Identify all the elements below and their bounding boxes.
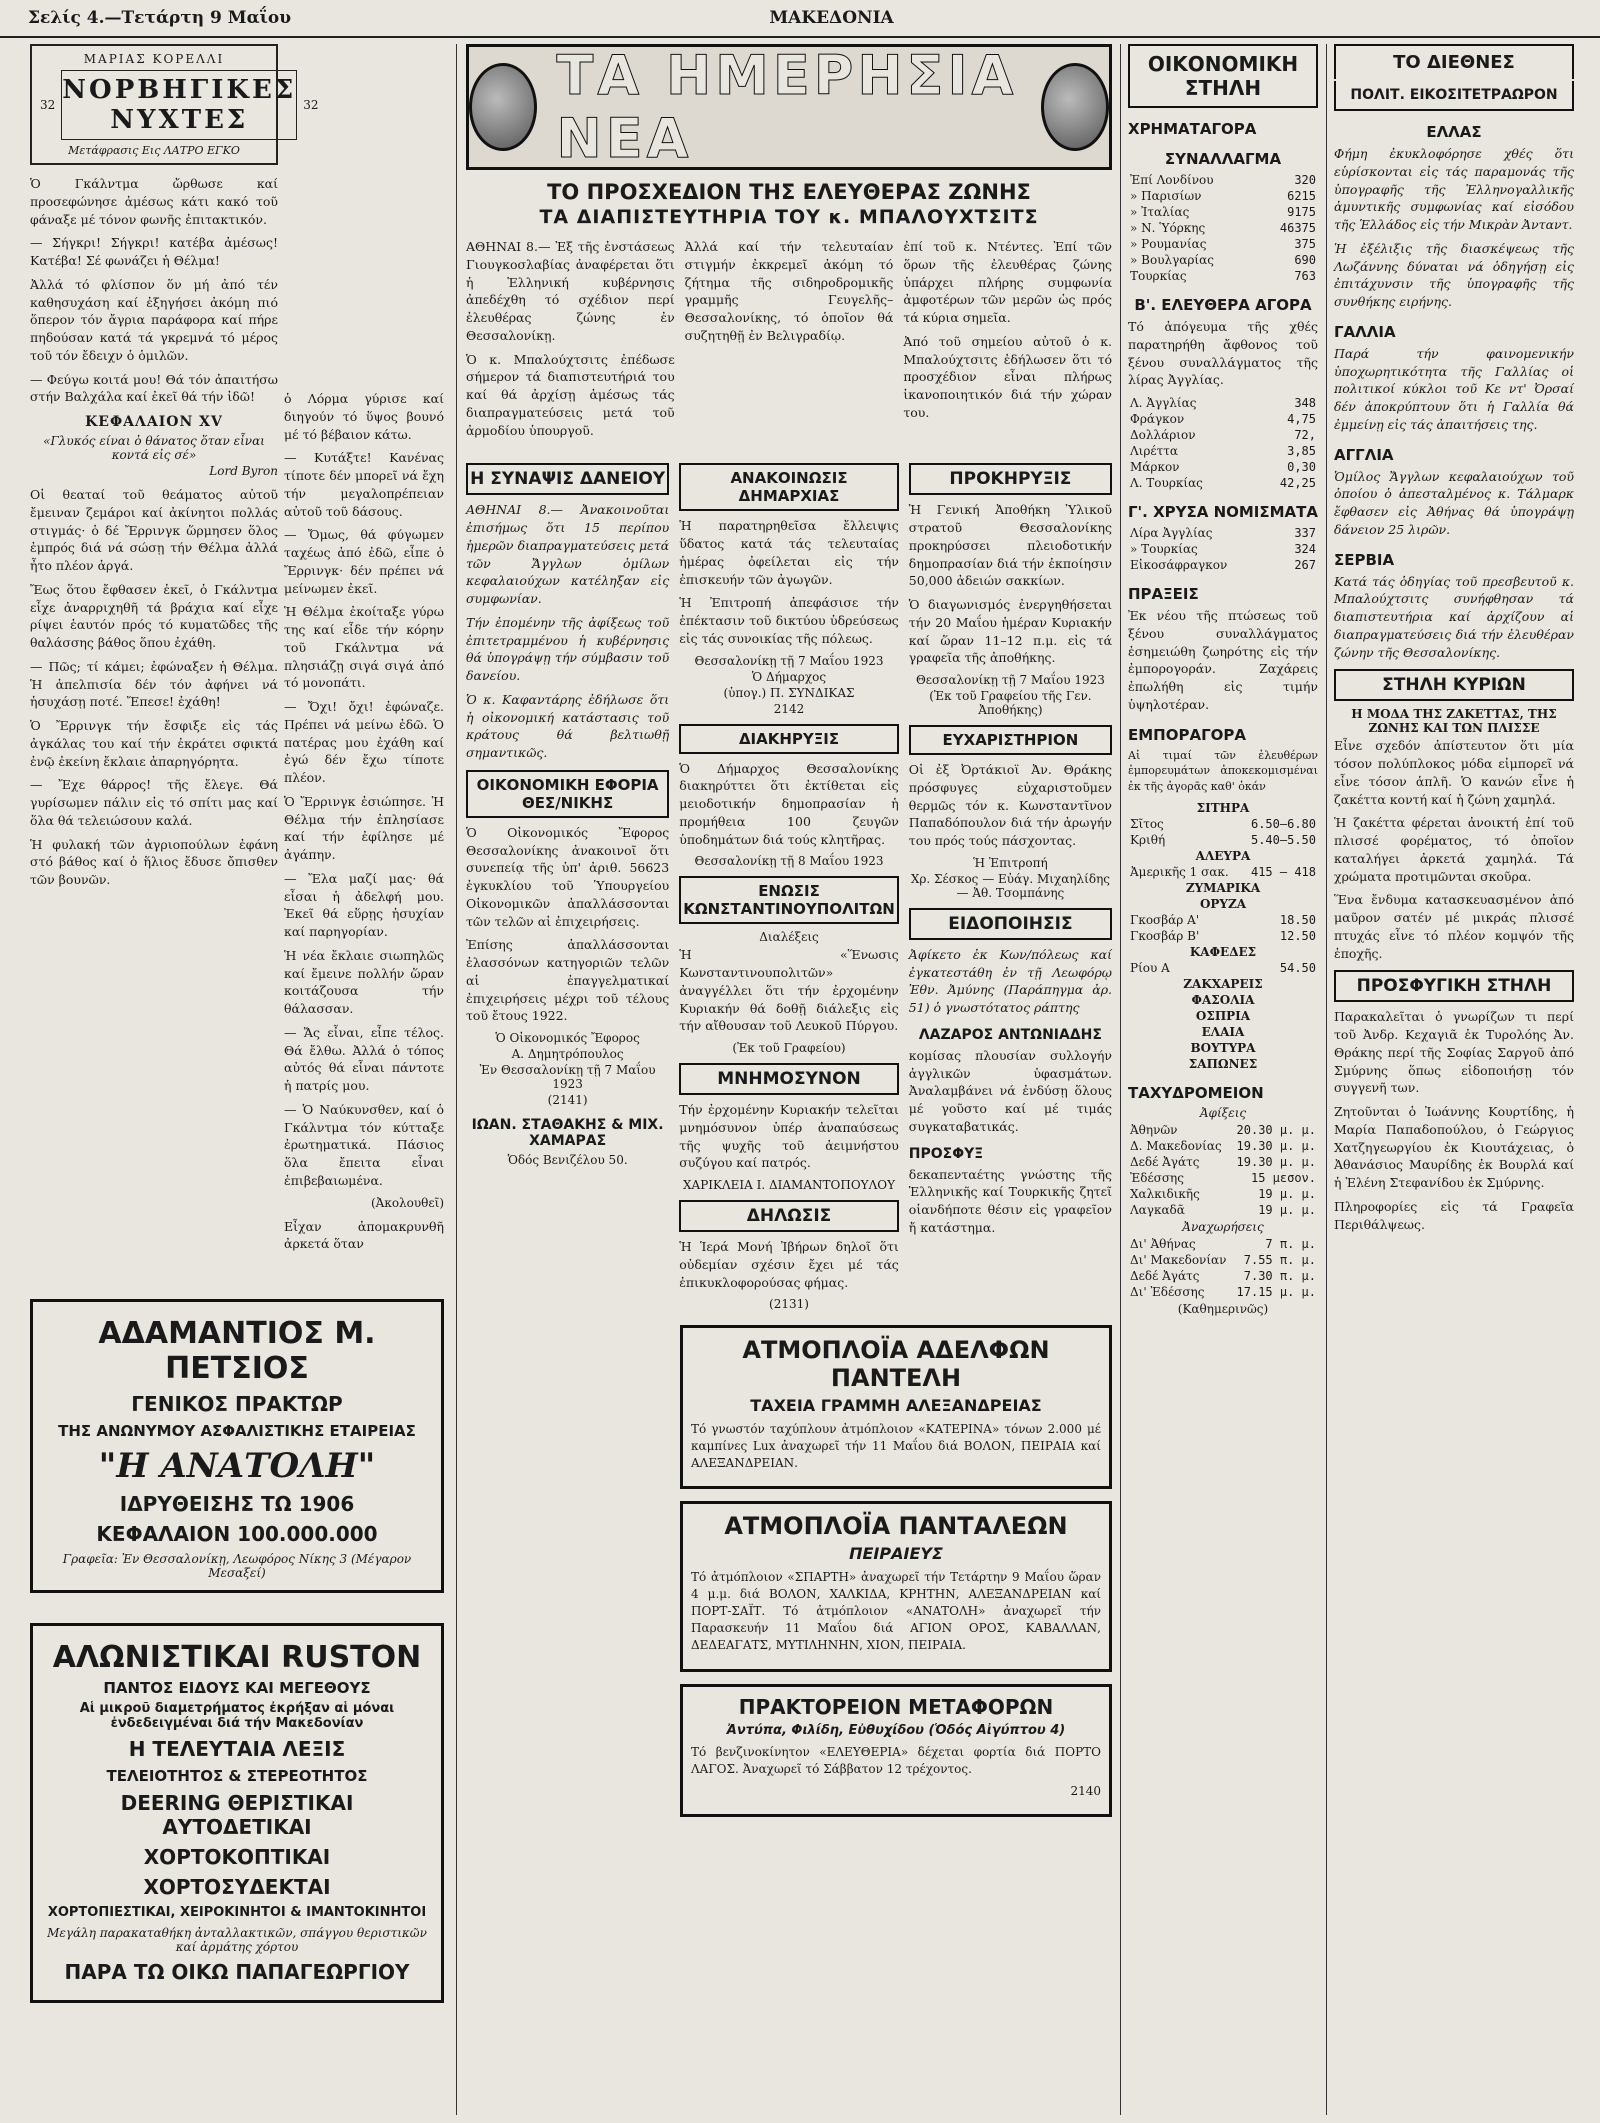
refugee-paragraph: Παρακαλεῖται ὁ γνωρίζων τι περί τοῦ Ἀνδρ. Κεχαγιᾶ ἐκ Τυρολόης Ἀν. Θράκης περί τῆς Σοφίας Σαργοῦ ἀπό Σμύρνης ὅπως εἰδοποιήσῃ τόν συγγενῆ των.: [1334, 1009, 1574, 1096]
commodity-row: [1128, 800, 1318, 816]
exchange-row-label: » Ν. Ὑόρκης: [1130, 221, 1206, 235]
commodity-row: [1128, 992, 1318, 1008]
serial-author: ΜΑΡΙΑΣ ΚΟΡΕΛΛΙ: [83, 52, 225, 66]
serial-paragraph: — Ἔλα μαζί μας· θά εἶσαι ἡ ἀδελφή μου. Ἐκεῖ θά εὕρῃς ἡσυχίαν καί παρηγορίαν.: [284, 870, 444, 939]
post-note: (Καθημερινῶς): [1177, 1302, 1269, 1317]
newspaper-name: ΜΑΚΕΔΟΝΙΑ: [769, 8, 894, 28]
insurance-ad-line: ΓΕΝΙΚΟΣ ΠΡΑΚΤΩΡ: [131, 1392, 343, 1416]
exchange-row-value: 9175: [1287, 205, 1316, 219]
gold-row-value: 267: [1294, 558, 1316, 572]
notice-paragraph: κομίσας πλουσίαν συλλογήν ἀγγλικῶν ὑφασμάτων. Ἀναλαμβάνει νά ἐνδύσῃ ὅλους μέ γοῦστο καί μέ τιμάς συγκαταβατικάς.: [908, 1047, 1113, 1134]
municipal-announcement-title: ΑΝΑΚΟΙΝΩΣΙΣ ΔΗΜΑΡΧΙΑΣ: [679, 463, 899, 511]
serial-paragraph: Ὁ Ἔρρινγκ τήν ἔσφιξε εἰς τάς ἀγκάλας του καί τήν ἐκράτει σφικτά ἐνῷ ἐκείνη ἔκλαιε ἀπαρηγόρητα.: [30, 718, 278, 769]
lead-headline: ΤΟ ΠΡΟΣΧΕΔΙΟΝ ΤΗΣ ΕΛΕΥΘΕΡΑΣ ΖΩΝΗΣ: [547, 180, 1031, 204]
exchange-row: [1128, 172, 1318, 188]
transactions-paragraph: Ἐκ νέου τῆς πτώσεως τοῦ ξένου συναλλάγματος ἐσημειώθη ζωηρότης εἰς τήν ἐμπορογοράν. Ζαχάρεις ἐπωλήθη εἰς τιμήν ὑψηλοτέραν.: [1128, 608, 1318, 712]
arrival-row: [1128, 1170, 1318, 1186]
shipping-ad-subtitle: ΤΑΧΕΙΑ ΓΡΑΜΜΗ ΑΛΕΞΑΝΔΡΕΙΑΣ: [750, 1396, 1042, 1416]
exchange-row-value: 320: [1294, 173, 1316, 187]
declaration-paragraph: Ὁ Δήμαρχος Θεσσαλονίκης διακηρύττει ὅτι ἐκτίθεται εἰς μειοδοτικήν δημοπρασίαν ἡ προμήθεια 100 ζευγῶν ὑποδημάτων διά τούς κλητῆρας.: [679, 760, 899, 847]
insurance-ad-line: ΚΕΦΑΛΑΙΟΝ 100.000.000: [96, 1522, 378, 1546]
gold-coins-table: [1128, 525, 1318, 573]
exchange-row-label: » Παρισίων: [1130, 189, 1202, 203]
exchange-row-label: Ἐπί Λονδίνου: [1130, 173, 1214, 187]
commodity-row-label: ΒΟΥΤΥΡΑ: [1190, 1041, 1256, 1056]
loan-title: Η ΣΥΝΑΨΙΣ ΔΑΝΕΙΟΥ: [466, 463, 669, 495]
commodity-row-value: 18.50: [1279, 913, 1316, 928]
thanks-names: Χρ. Σέσκος — Εὐάγ. Μιχαηλίδης — Ἀθ. Τσομπάνης: [910, 871, 1110, 900]
printer-address: Ὁδός Βενιζέλου 50.: [507, 1153, 628, 1167]
memorial-name: ΧΑΡΙΚΛΕΙΑ Ι. ΔΙΑΜΑΝΤΟΠΟΥΛΟΥ: [682, 1178, 896, 1192]
commodity-row-label: Ρίου Α: [1130, 961, 1170, 976]
commodity-row: [1128, 1008, 1318, 1024]
free-market-row-label: Λιρέττα: [1130, 444, 1179, 458]
free-market-title: Β'. ΕΛΕΥΘΕΡΑ ΑΓΟΡΑ: [1134, 296, 1312, 314]
commodity-row-label: ΖΑΚΧΑΡΕΙΣ: [1183, 977, 1263, 992]
serial-paragraph: Ἔως ὅτου ἔφθασεν ἐκεῖ, ὁ Γκάλντμα εἶχε ἀναρριχηθῆ τά βράχια καί εἶχε ρίψει ἑαυτόν πρός τό κυματῶδες τῆς θαλάσσης βάθος ὅπου ἐχάθη.: [30, 581, 278, 650]
commodity-row: [1128, 816, 1318, 832]
free-market-row-value: 4,75: [1287, 412, 1316, 426]
serial-paragraph: Ὁ Γκάλντμα ὤρθωσε καί προσεφώνησε ἀμέσως κάτι κακό τοῦ φάναξε μέ τόνον φωνῆς ἐπιτακτικόν.: [30, 176, 278, 227]
exchange-row-value: 763: [1294, 269, 1316, 283]
arrival-row: [1128, 1122, 1318, 1138]
news-section: [466, 44, 1112, 2115]
tax-office-paragraph: Ὁ Οἰκονομικός Ἔφορος Θεσσαλονίκης ἀνακοινοῖ ὅτι συνεπείᾳ τῆς ὑπ' ἀριθ. 56623 ἐγκυκλίου τοῦ Ὑπουργείου Οἰκονομικῶν ἀπαλλάσσονται τῶν τελῶν αἱ ἐπιχειρήσεις.: [466, 824, 670, 929]
municipal-name: (ὑπογ.) Π. ΣΥΝΔΙΚΑΣ: [723, 685, 855, 700]
tax-office-date: Ἐν Θεσσαλονίκῃ τῇ 7 Μαΐου 1923: [479, 1063, 656, 1091]
world-subtitle: ΠΟΛΙΤ. ΕΙΚΟΣΙΤΕΤΡΑΩΡΟΝ: [1334, 81, 1574, 111]
commodity-row-label: ΣΑΠΩΝΕΣ: [1188, 1057, 1258, 1072]
exchange-row-label: » Ρουμανίας: [1130, 237, 1207, 251]
gold-row-label: Εἰκοσάφραγκον: [1130, 558, 1228, 572]
insurance-ad-line: ΤΗΣ ΑΝΩΝΥΜΟΥ ΑΣΦΑΛΙΣΤΙΚΗΣ ΕΤΑΙΡΕΙΑΣ: [58, 1422, 416, 1440]
proclamation-paragraph: Ὁ διαγωνισμός ἐνεργηθήσεται τήν 20 Μαΐου ἡμέραν Κυριακήν καί ὥραν 11–12 π.μ. εἰς τά γραφεῖα τῆς ἀποθήκης.: [908, 597, 1113, 666]
arrival-row-value: 19 μ. μ.: [1258, 1187, 1316, 1202]
commodity-row: [1128, 1024, 1318, 1040]
departure-row: [1128, 1252, 1318, 1268]
chapter-quote: «Γλυκός είναι ὁ θάνατος ὅταν εἶναι κοντά εἰς σέ»: [43, 434, 265, 462]
serial-paragraph: — Ὄμως, θά φύγωμεν ταχέως ἀπό ἐδῶ, εἶπε ὁ Ἔρρινγκ· δέν πρέπει νά μείνωμεν ἐκεῖ.: [284, 527, 444, 596]
commodity-row-label: ΣΙΤΗΡΑ: [1196, 801, 1250, 816]
serial-paragraph: Ἡ Θέλμα ἐκοίταξε γύρω της καί εἶδε τήν κόρην τοῦ Γκάλντμα νά πλησιάζῃ σιγά σιγά ἀπό τό μονοπάτι.: [284, 604, 444, 691]
gold-row-label: » Τουρκίας: [1130, 542, 1198, 556]
arrival-row: [1128, 1186, 1318, 1202]
departure-row: [1128, 1268, 1318, 1284]
commodity-row: [1128, 1056, 1318, 1072]
refugee-column-title: ΠΡΟΣΦΥΓΙΚΗ ΣΤΗΛΗ: [1334, 970, 1574, 1002]
page-header: [0, 0, 1600, 38]
arrival-row-label: Δ. Μακεδονίας: [1130, 1139, 1222, 1154]
arrival-row: [1128, 1138, 1318, 1154]
commodity-row-label: ΟΣΠΡΙΑ: [1195, 1009, 1251, 1024]
machinery-ad-line: ΠΑΡΑ ΤΩ ΟΙΚΩ ΠΑΠΑΓΕΩΡΓΙΟΥ: [64, 1960, 410, 1984]
exchange-row: [1128, 204, 1318, 220]
gold-row: [1128, 525, 1318, 541]
tax-office-name: Α. Δημητρόπουλος: [511, 1047, 624, 1061]
arrivals-table: [1128, 1122, 1318, 1218]
shipping-ad-text: Τό γνωστόν ταχύπλουν ἀτμόπλοιον «ΚΑΤΕΡΙΝΑ» τόνων 2.000 μέ καμπίνες Lux ἀναχωρεῖ τήν 11 Μαΐου διά ΒΟΛΟΝ, ΠΕΙΡΑΙΑ καί ΑΛΕΞΑΝΔΡΕΙΑΝ.: [691, 1422, 1101, 1471]
arrival-row-label: Ἀθηνῶν: [1130, 1123, 1178, 1138]
arrival-row-label: Λαγκαδᾶ: [1130, 1203, 1185, 1218]
machinery-ad-line: ΤΕΛΕΙΟΤΗΤΟΣ & ΣΤΕΡΕΟΤΗΤΟΣ: [106, 1767, 368, 1785]
serial-paragraph: Οἱ θεαταί τοῦ θεάματος αὐτοῦ ἔμειναν ζεμάροι καί ἀκίνητοι πολλάς στιγμάς· ὁ δέ Ἔρρινγκ ὥρμησεν ὅλος ἐμπρός διά νά σώσῃ τήν Θέλμα ἀλλά ἦτο πλέον ἀργά.: [30, 487, 278, 573]
proclamation-paragraph: Ἡ Γενική Ἀποθήκη Ὑλικοῦ στρατοῦ Θεσσαλονίκης προκηρύσσει πλειοδοτικήν δημοπρασίαν διά τήν ἐκποίησιν 50,000 ἀδειών σακκίων.: [908, 502, 1113, 589]
lead-paragraph: Ὁ κ. Μπαλούχτσιτς ἐπέδωσε σήμερον τά διαπιστευτήριά του καί θά ἀρχίσῃ ἀμέσως τάς διαπραγματεύσεις μετά τοῦ ἀρμοδίου ὑπουργοῦ.: [466, 351, 675, 438]
commodity-row: [1128, 848, 1318, 864]
departure-row-value: 7.55 π. μ.: [1243, 1253, 1316, 1268]
commodities-title: ΕΜΠΟΡΑΓΟΡΑ: [1128, 725, 1246, 744]
statement-paragraph: Ἡ Ἱερά Μονή Ἰβήρων δηλοῖ ὅτι οὐδεμίαν σχέσιν ἔχει μέ τάς ἐπικυκλοφορούσας φήμας.: [679, 1239, 899, 1290]
free-market-row-label: Λ. Τουρκίας: [1130, 476, 1203, 490]
insurance-ad-brand: "Η ΑΝΑΤΟΛΗ": [98, 1446, 376, 1486]
commodity-row-value: 54.50: [1279, 961, 1316, 976]
departure-row: [1128, 1284, 1318, 1300]
commodity-row-label: Ἀμερικῆς 1 σακ.: [1130, 865, 1229, 880]
notice-title: ΕΙΔΟΠΟΙΗΣΙΣ: [909, 908, 1112, 940]
commodity-row: [1128, 944, 1318, 960]
free-market-row-value: 348: [1294, 396, 1316, 410]
world-column: [1334, 44, 1574, 2115]
commodity-row-label: ΦΑΣΟΛΙΑ: [1191, 993, 1255, 1008]
machinery-ad-line: Η ΤΕΛΕΥΤΑΙΑ ΛΕΞΙΣ: [128, 1737, 346, 1761]
exchange-row-label: » Ἰταλίας: [1130, 205, 1190, 219]
country-heading: ΕΛΛΑΣ: [1426, 123, 1482, 141]
serial-paragraph: — Ἔχε θάρρος! τῆς ἔλεγε. Θά γυρίσωμεν πάλιν εἰς τό σπίτι μας καί ὅλα θά τελειώσουν καλά.: [30, 777, 278, 828]
thanks-paragraph: Οἱ ἐξ Ὀρτάκιοϊ Ἀν. Θράκης πρόσφυγες εὐχαριστοῦμεν θερμῶς τόν κ. Κωνσταντῖνον Παπαδόπουλον διά τήν ἀρωγήν του πρός τούς πάσχοντας.: [908, 762, 1113, 848]
tax-office-paragraph: Ἐπίσης ἀπαλλάσσονται ἐλασσόνων κατηγοριῶν τελῶν αἱ ἐπαγγελματικαί ἐπιχειρήσεις μέχρι τοῦ τέλους τοῦ ἔτους 1922.: [466, 937, 670, 1024]
chapter-quote-author: Lord Byron: [209, 464, 278, 478]
commodity-row-value: 5.40—5.50: [1250, 833, 1316, 848]
serial-paragraph: Ἀλλά τό φλίσπον ὅν μή ἀπό τέν καθησυχάση καί ἐξηγήσει ἀκόμη πιό ὅπερον τόν ἄγρια παράφορα καί πήρε πηδούσαν κατά τά γκρεμνά τό μέρος τοῦ τόν ἔδειχν ὁ ὁμιλῶν.: [30, 276, 278, 363]
serial-paragraph: ὁ Λόρμα γύρισε καί διηγούν τό ὕψος βουνό μέ τό βέβαιον κάτω.: [284, 391, 444, 442]
news-banner-title: ΤΑ ΗΜΕΡΗΣΙΑ ΝΕΑ: [556, 44, 1018, 170]
municipal-paragraph: Ἡ παρατηρηθεῖσα ἔλλειψις ὕδατος κατά τάς τελευταίας ἡμέρας ὀφείλεται εἰς τήν ἐπισκευήν τῶν ἀγωγῶν.: [679, 518, 899, 587]
commodity-row: [1128, 880, 1318, 896]
gold-row: [1128, 557, 1318, 573]
memorial-title: ΜΝΗΜΟΣΥΝΟΝ: [679, 1063, 899, 1095]
insurance-ad-title: ΑΔΑΜΑΝΤΙΟΣ Μ. ΠΕΤΣΙΟΣ: [98, 1316, 376, 1386]
refugee-paragraph: Ζητοῦνται ὁ Ἰωάννης Κουρτίδης, ἡ Μαρία Παπαδοπούλου, ὁ Γεώργιος Χατζηγεωργίου ἐκ Κιουτάχειας, ὁ Ἀθανάσιος Μαυρίδης ἐκ Βουρλά καί ἡ Ἑλένη Στεφανίδου ἐκ Σμύρνης.: [1334, 1104, 1574, 1190]
serial-paragraph: — Ὁ Ναύκυνσθεν, καί ὁ Γκάλντμα τόν κύτταξε ἐρωτηματικά. Πάσιος ὅλα ἔπειτα εἶναι ἐπιβεβαιωμένα.: [284, 1101, 444, 1188]
serial-paragraph: — Ὄχι! ὄχι! ἐφώναζε. Πρέπει νά μείνω ἐδῶ. Ὁ πατέρας μου ἐχάθη καί ἐγώ δέν ἔχω τίποτε πλέον.: [284, 699, 444, 785]
machinery-ad-line: Μεγάλη παρακαταθήκη ἀνταλλακτικῶν, σπάγγου θεριστικῶν καί ἀρμάτης χόρτου: [47, 1926, 427, 1954]
departure-row-value: 7.30 π. μ.: [1243, 1269, 1316, 1284]
arrival-row-label: Χαλκιδικῆς: [1130, 1187, 1200, 1202]
commodity-row: [1128, 928, 1318, 944]
notice-paragraph: Ἀφίκετο ἐκ Κων/πόλεως καί ἐγκατεστάθη ἐν τῇ Λεωφόρῳ Ἐθν. Ἀμύνης (Παράπηγμα ἀρ. 51) ὁ γνωστότατος ράπτης: [908, 946, 1113, 1015]
machinery-ad-line: ΧΟΡΤΟΣΥΔΕΚΤΑΙ: [143, 1875, 331, 1899]
lead-subheadline: ΤΑ ΔΙΑΠΙΣΤΕΥΤΗΡΙΑ ΤΟΥ κ. ΜΠΑΛΟΥΧΤΣΙΤΣ: [539, 206, 1039, 228]
serial-paragraph: Ἡ νέα ἔκλαιε σιωπηλῶς καί ἔμεινε πολλήν ὥραν κοιτάζουσα τήν θάλασσαν.: [284, 947, 444, 1016]
serial-paragraph: — Σήγκρι! Σήγκρι! κατέβα ἀμέσως! Κατέβα! Σέ φωνάζει ἡ Θέλμα!: [30, 235, 278, 268]
ladies-column-subtitle: Η ΜΟΔΑ ΤΗΣ ΖΑΚΕΤΤΑΣ, ΤΗΣ ΖΩΝΗΣ ΚΑΙ ΤΩΝ ΠΛΙΣΣΕ: [1351, 707, 1557, 736]
departure-row: [1128, 1236, 1318, 1252]
tax-office-title: ΟΙΚΟΝΟΜΙΚΗ ΕΦΟΡΙΑ ΘΕΣ/ΝΙΚΗΣ: [466, 770, 669, 818]
exchange-row-value: 46375: [1279, 221, 1316, 235]
arrival-row-label: Δεδέ Ἀγάτς: [1130, 1155, 1200, 1170]
exchange-table: [1128, 172, 1318, 284]
shipping-ad-title: ΠΡΑΚΤΟΡΕΙΟΝ ΜΕΤΑΦΟΡΩΝ: [738, 1694, 1054, 1719]
commodity-row-label: ΑΛΕΥΡΑ: [1195, 849, 1251, 864]
departure-row-label: Δεδέ Ἀγάτς: [1130, 1269, 1200, 1284]
exchange-row-value: 690: [1294, 253, 1316, 267]
commodity-row-label: Κριθή: [1130, 833, 1166, 848]
shipping-ad-title: ΑΤΜΟΠΛΟΪΑ ΑΔΕΛΦΩΝ ΠΑΝΤΕΛΗ: [742, 1336, 1050, 1393]
gold-row-label: Λίρα Ἀγγλίας: [1130, 526, 1213, 540]
exchange-row: [1128, 220, 1318, 236]
commodity-row-value: 415 — 418: [1250, 865, 1316, 880]
insurance-ad: [30, 1299, 444, 1593]
serial-paragraph: — Κυτάξτε! Κανένας τίποτε δέν μπορεῖ νά ἔχη τήν μεγαλοπρέπειαν αὐτοῦ τοῦ δάσους.: [284, 450, 444, 519]
declaration-date: Θεσσαλονίκῃ τῇ 8 Μαΐου 1923: [694, 854, 884, 869]
insurance-ad-line: ΙΔΡΥΘΕΙΣΗΣ ΤΩ 1906: [119, 1492, 355, 1516]
municipal-sign: Ὁ Δήμαρχος: [751, 669, 827, 684]
printer-name: ΙΩΑΝ. ΣΤΑΘΑΚΗΣ & ΜΙΧ. ΧΑΜΑΡΑΣ: [471, 1117, 664, 1149]
serial-page-left: 32: [40, 98, 56, 112]
commodity-row: [1128, 896, 1318, 912]
financial-title: ΟΙΚΟΝΟΜΙΚΗ ΣΤΗΛΗ: [1128, 44, 1318, 108]
commodity-row-value: 12.50: [1279, 929, 1316, 944]
refugee-paragraph: Πληροφορίες εἰς τά Γραφεῖα Περιθάλψεως.: [1334, 1198, 1574, 1232]
serial-paragraph: — Πῶς; τί κάμει; ἐφώναξεν ἡ Θέλμα. Ἡ ἀπελπισία δέν τόν ἀφήνει νά ἡσυχάσῃ ποτέ. Ἔπεσε! ἐχάθη!: [30, 658, 278, 710]
exchange-row: [1128, 252, 1318, 268]
shipping-ad-agency: [680, 1684, 1112, 1817]
exchange-row: [1128, 268, 1318, 284]
tax-office-number: (2141): [547, 1093, 588, 1107]
shipping-ad-number: 2140: [1070, 1783, 1101, 1798]
world-title: ΤΟ ΔΙΕΘΝΕΣ: [1334, 44, 1574, 79]
world-paragraph: Ὁμίλος Ἄγγλων κεφαλαιούχων τοῦ ὁποίου ὁ ἀπεσταλμένος κ. Τάλμαρκ ἔφθασεν εἰς Ἀθήνας θά ὑπογράψῃ δάνειον 25 λιρῶν.: [1334, 468, 1574, 537]
departure-row-label: Δι' Ἀθήνας: [1130, 1237, 1196, 1252]
country-heading: ΓΑΛΛΙΑ: [1334, 322, 1396, 341]
arrival-row-value: 15 μεσον.: [1250, 1171, 1316, 1186]
machinery-ad-line: ΧΟΡΤΟΠΙΕΣΤΙΚΑΙ, ΧΕΙΡΟΚΙΝΗΤΟΙ & ΙΜΑΝΤΟΚΙΝΗΤΟΙ: [47, 1905, 427, 1920]
page-header-date: Σελίς 4.—Τετάρτη 9 Μαΐου: [28, 8, 292, 28]
departures-table: [1128, 1236, 1318, 1300]
arrival-row-value: 19.30 μ. μ.: [1236, 1139, 1316, 1154]
serial-paragraph: — Ἄς εἶναι, εἶπε τέλος. Θά ἔλθω. Ἀλλά ὁ τόπος αὐτός θά εἶναι πάντοτε ἡ πατρίς μου.: [284, 1024, 444, 1093]
serial-title: ΝΟΡΒΗΓΙΚΕΣ ΝΥΧΤΕΣ: [61, 70, 297, 140]
thanks-title: ΕΥΧΑΡΙΣΤΗΡΙΟΝ: [909, 725, 1112, 755]
free-market-row-value: 42,25: [1279, 476, 1316, 490]
free-market-row-label: Δολλάριον: [1130, 428, 1196, 442]
commodity-row-label: ΚΑΦΕΔΕΣ: [1189, 945, 1257, 960]
exchange-title: ΣΥΝΑΛΛΑΓΜΑ: [1164, 150, 1282, 168]
medallion-left-icon: [469, 63, 537, 151]
proclamation-sign: (Ἐκ τοῦ Γραφείου τῆς Γεν. Ἀποθήκης): [929, 689, 1092, 717]
serial-translator: Μετάφρασις Εις ΛΑΤΡΟ ΕΓΚΟ: [68, 144, 240, 157]
lead-paragraph: ἐπί τοῦ κ. Ντέντες. Ἐπί τῶν ὅρων τῆς ἐλευθέρας ζώνης ὑπάρχει πλήρης συμφωνία ἀμφοτέρων τῶν μερῶν ὡς πρός τά κύρια σημεῖα.: [903, 239, 1113, 325]
free-market-row: [1128, 411, 1318, 427]
statement-number: (2131): [769, 1297, 809, 1312]
arrival-row-value: 19 μ. μ.: [1258, 1203, 1316, 1218]
news-columns: [466, 455, 1112, 1313]
free-market-row-value: 3,85: [1287, 444, 1316, 458]
exchange-row-label: » Βουλγαρίας: [1130, 253, 1214, 267]
municipal-paragraph: Ἡ Ἐπιτροπή ἀπεφάσισε τήν ἐπέκτασιν τοῦ δικτύου ὑδρεύσεως εἰς τάς συνοικίας τῆς πόλεως.: [679, 595, 899, 646]
shipping-ad-subtitle: Ἀντύπα, Φιλίδη, Εὐθυχίδου (Ὁδός Αἰγύπτου 4): [726, 1722, 1066, 1738]
serial-paragraph: — Φεύγω κοιτά μου! Θά τόν ἀπαιτήσω στήν Βαλχάλα καί ἐκεῖ θά τήν ἰδῶ!: [30, 371, 278, 405]
commodity-row-label: ΕΛΑΙΑ: [1201, 1025, 1245, 1040]
world-paragraph: Ἡ ἐξέλιξις τῆς διασκέψεως τῆς Λωζάννης δύναται νά ὁδηγήσῃ εἰς ἐπιτάχυνσιν τῆς ὑπογραφῆς τῆς συνθήκης ειρήνης.: [1334, 240, 1574, 309]
free-market-row: [1128, 443, 1318, 459]
loan-paragraph: Ὁ κ. Καφαντάρης ἐδήλωσε ὅτι ἡ οἰκονομική κατάστασις τοῦ κράτους θά βελτιωθῇ σημαντικῶς.: [466, 691, 670, 760]
municipal-date: Θεσσαλονίκῃ τῇ 7 Μαΐου 1923: [694, 653, 884, 668]
commodity-row-label: ΖΥΜΑΡΙΚΑ: [1185, 881, 1261, 896]
world-paragraph: Κατά τάς ὁδηγίας τοῦ πρεσβευτοῦ κ. Μπαλούχτσιτς συνήφθησαν τά διαπιστευτήρια καί ἀρχίζουν αἱ διαπραγματεύσεις διά τήν ἐλευθέραν ζώνην τῆς Θεσσαλονίκης.: [1334, 573, 1574, 660]
shipping-ad-text: Τό ἀτμόπλοιον «ΣΠΑΡΤΗ» ἀναχωρεῖ τήν Τετάρτην 9 Μαΐου ὥραν 4 μ.μ. διά ΒΟΛΟΝ, ΧΑΛΚΙΔΑ, ΚΡΗΤΗΝ, ΑΛΕΞΑΝΔΡΕΙΑΝ καί ΠΟΡΤ-ΣΑΪΤ. Τό ἀτμόπλοιον «ΑΝΑΤΟΛΗ» ἀναχωρεῖ τήν Παρασκευήν 11 Μαΐου διά ΑΓΙΟΝ ΟΡΟΣ, ΚΑΒΑΛΛΑΝ, ΔΕΔΕΑΓΑΤΣ, ΜΥΤΙΛΗΝΗΝ, ΧΙΟΝ, ΠΕΙΡΑΙΑ.: [691, 1570, 1101, 1653]
association-subtitle: Διαλέξεις: [759, 930, 819, 945]
departures-title: Ἀναχωρήσεις: [1182, 1220, 1264, 1235]
statement-title: ΔΗΛΩΣΙΣ: [679, 1200, 899, 1232]
commodity-row-label: Γκοσβάρ Β': [1130, 929, 1200, 944]
commodity-row-label: Γκοσβάρ Α': [1130, 913, 1200, 928]
association-title: ΕΝΩΣΙΣ ΚΩΝΣΤΑΝΤΙΝΟΥΠΟΛΙΤΩΝ: [679, 876, 899, 924]
arrival-row-value: 20.30 μ. μ.: [1236, 1123, 1316, 1138]
free-market-row: [1128, 395, 1318, 411]
departure-row-label: Δι' Μακεδονίαν: [1130, 1253, 1227, 1268]
machinery-ad: [30, 1623, 444, 2003]
commodity-row: [1128, 912, 1318, 928]
insurance-ad-address: Γραφεῖα: Ἐν Θεσσαλονίκῃ, Λεωφόρος Νίκης 3 (Μέγαρον Μεσαξεί): [62, 1552, 412, 1580]
refugee-ad-title: ΠΡΟΣΦΥΞ: [908, 1145, 984, 1162]
financial-column: [1128, 44, 1318, 2115]
money-market-title: ΧΡΗΜΑΤΑΓΟΡΑ: [1128, 120, 1257, 138]
free-market-row-value: 72,: [1294, 428, 1316, 442]
gold-row-value: 337: [1294, 526, 1316, 540]
serial-paragraph: Ἡ φυλακή τῶν ἀγριοπούλων ἐφάνη στό βάθος καί ὁ ἥλιος ἔδυσε ὄπισθεν τῶν βουνῶν.: [30, 836, 278, 887]
column-rule: [1120, 44, 1121, 2115]
lead-paragraph: Ἀλλά καί τήν τελευταίαν στιγμήν ἐκκρεμεῖ ἀκόμη τό ζήτημα τῆς σιδηροδρομικῆς γραμμῆς Γευγελῆς–Θεσσαλονίκης, τό ὁποῖον θά συζητηθῇ ἐν Βελιγραδίῳ.: [684, 239, 894, 343]
commodities-note: Αἱ τιμαί τῶν ἐλευθέρων ἐμπορευμάτων ἀποκεκομισμέναι ἐκ τῆς ἀγορᾶς καθ' ὀκάν: [1128, 748, 1318, 793]
serial-column-right: [284, 390, 444, 1252]
machinery-ad-line: ΧΟΡΤΟΚΟΠΤΙΚΑΙ: [143, 1845, 331, 1869]
shipping-ad-pantelis: [680, 1325, 1112, 1489]
departure-row-value: 17.15 μ. μ.: [1236, 1285, 1316, 1300]
arrivals-title: Ἀφίξεις: [1199, 1106, 1247, 1121]
lead-paragraph: Ἀπό τοῦ σημείου αὐτοῦ ὁ κ. Μπαλούχτσιτς ἐδήλωσεν ὅτι τό προσχέδιον εἶναι πλήρως ἱκανοποιητικόν διά τήν χώραν του.: [903, 333, 1113, 420]
arrival-row-value: 19.30 μ. μ.: [1236, 1155, 1316, 1170]
shipping-ad-text: Τό βενζινοκίνητον «ΕΛΕΥΘΕΡΙΑ» δέχεται φορτία διά ΠΟΡΤΟ ΛΑΓΟΣ. Ἀναχωρεῖ τό Σάββατον 12 τρέχοντος.: [691, 1744, 1101, 1776]
world-paragraph: Φήμη ἐκυκλοφόρησε χθές ὅτι εὑρίσκονται εἰς τάς παραμονάς τῆς ὑπογραφῆς τῆς Ἑλληνογαλλικῆς ἀμυντικῆς συμφωνίας καί εἰσόδου τῆς Ἑλλάδος εἰς τήν Μικρὰν Ἀνταντ.: [1334, 146, 1574, 232]
exchange-row: [1128, 236, 1318, 252]
loan-paragraph: ΑΘΗΝΑΙ 8.— Ἀνακοινοῦται ἐπισήμως ὅτι 15 περίπου ἡμερῶν διαπραγματεύσεις μετά τῶν Ἄγγλων ὁμίλων κεφαλαιούχων κατέληξαν εἰς συμφωνίαν.: [466, 502, 670, 606]
chapter-heading: ΚΕΦΑΛΑΙΟΝ XV: [85, 414, 223, 430]
free-market-row: [1128, 475, 1318, 491]
serial-paragraph: Εἶχαν ἀπομακρυνθῆ ἀρκετά ὅταν: [284, 1218, 444, 1252]
machinery-ad-line: ΠΑΝΤΟΣ ΕΙΔΟΥΣ ΚΑΙ ΜΕΓΕΘΟΥΣ: [103, 1679, 371, 1697]
commodity-row-value: 6.50—6.80: [1250, 817, 1316, 832]
ladies-column-title: ΣΤΗΛΗ ΚΥΡΙΩΝ: [1334, 669, 1574, 701]
world-paragraph: Παρά τήν φαινομενικήν ὑποχωρητικότητα τῆς Γαλλίας οἱ πολιτικοί κύκλοι τοῦ Κε ντ' Ὀρσαί δέν ἀποκρύπτουν ὅτι ἡ Γαλλία θά ἐμμείνῃ εἰς τάς ἀπαιτήσεις της.: [1334, 345, 1574, 432]
transactions-title: ΠΡΑΞΕΙΣ: [1128, 585, 1199, 603]
arrival-row-label: Ἐδέσσης: [1130, 1171, 1184, 1186]
serial-continued: (Ἀκολουθεῖ): [370, 1195, 444, 1210]
exchange-row: [1128, 188, 1318, 204]
commodity-row-label: Σῖτος: [1130, 817, 1164, 832]
arrival-row: [1128, 1202, 1318, 1218]
machinery-ad-line: DEERING ΘΕΡΙΣΤΙΚΑΙ ΑΥΤΟΔΕΤΙΚΑΙ: [120, 1791, 354, 1839]
free-market-row-label: Φράγκον: [1130, 412, 1185, 426]
free-market-row-label: Μάρκον: [1130, 460, 1180, 474]
refugee-ad-paragraph: δεκαπενταέτης γνώστης τῆς Ἑλληνικῆς καί Τουρκικῆς ζητεῖ οἱανδήποτε θέσιν εἰς γραφεῖον ἤ κατάστημα.: [908, 1166, 1113, 1235]
tax-office-sign: Ὁ Οἰκονομικός Ἔφορος: [495, 1031, 640, 1045]
declaration-title: ΔΙΑΚΗΡΥΞΙΣ: [679, 724, 899, 754]
commodities-table: [1128, 800, 1318, 1072]
exchange-row-value: 375: [1294, 237, 1316, 251]
lead-article: [466, 238, 1112, 445]
arrival-row: [1128, 1154, 1318, 1170]
serial-masthead: [30, 44, 319, 165]
country-heading: ΣΕΡΒΙΑ: [1334, 550, 1395, 569]
medallion-right-icon: [1041, 63, 1109, 151]
association-sign: (Ἐκ τοῦ Γραφείου): [732, 1041, 846, 1055]
commodity-row: [1128, 976, 1318, 992]
departure-row-label: Δι' Ἐδέσσης: [1130, 1285, 1205, 1300]
commodity-row: [1128, 960, 1318, 976]
municipal-number: 2142: [773, 701, 805, 716]
commodity-row: [1128, 864, 1318, 880]
ladies-paragraph: Ἡ ζακέττα φέρεται ἀνοικτή ἐπί τοῦ πλισσέ φορέματος, τό ὁποῖον καταλήγει ἀρκετά χαμηλά. Τά χρώματα προτιμῶνται σκοῦρα.: [1334, 815, 1574, 884]
country-heading: ΑΓΓΛΙΑ: [1334, 445, 1394, 464]
column-rule: [1326, 44, 1327, 2115]
memorial-paragraph: Τήν ἐρχομένην Κυριακήν τελεῖται μνημόσυνον ὑπέρ ἀναπαύσεως τῆς ψυχῆς τοῦ ἀειμνήστου συζύγου καί πατρός.: [679, 1102, 899, 1171]
gold-coins-title: Γ'. ΧΡΥΣΑ ΝΟΜΙΣΜΑΤΑ: [1128, 503, 1319, 521]
departure-row-value: 7 π. μ.: [1265, 1237, 1316, 1252]
column-rule: [456, 44, 457, 2115]
association-paragraph: Ἡ «Ἕνωσις Κωνσταντινουπολιτῶν» ἀναγγέλλει ὅτι τήν ἐρχομένην Κυριακήν θά δοθῇ διάλεξις εἰς τήν αἴθουσαν τοῦ Λευκοῦ Πύργου.: [679, 947, 899, 1034]
free-market-row-value: 0,30: [1287, 460, 1316, 474]
free-market-note: Τό ἀπόγευμα τῆς χθές παρατηρήθη ἄφθονος τοῦ ξένου συναλλάγματος τῆς λίρας Ἀγγλίας.: [1128, 319, 1318, 388]
gold-row: [1128, 541, 1318, 557]
free-market-table: [1128, 395, 1318, 491]
shipping-ad-title: ΑΤΜΟΠΛΟΪΑ ΠΑΝΤΑΛΕΩΝ: [724, 1512, 1068, 1541]
commodity-row-label: ΟΡΥΖΑ: [1199, 897, 1247, 912]
free-market-row: [1128, 459, 1318, 475]
news-banner: [466, 44, 1112, 170]
gold-row-value: 324: [1294, 542, 1316, 556]
machinery-ad-title: ΑΛΩΝΙΣΤΙΚΑΙ RUSTON: [52, 1640, 422, 1675]
exchange-row-value: 6215: [1287, 189, 1316, 203]
serial-page-right: 32: [303, 98, 319, 112]
commodity-row: [1128, 832, 1318, 848]
loan-paragraph: Τήν ἐπομένην τῆς ἀφίξεως τοῦ ἐπιτετραμμένου ἡ κυβέρνησις θά ὑπογράψῃ τήν σύμβασιν τοῦ δανείου.: [466, 614, 670, 683]
exchange-row-label: Τουρκίας: [1130, 269, 1187, 283]
ads-left: [30, 1285, 444, 2003]
ladies-paragraph: Εἶνε σχεδόν ἀπίστευτον ὅτι μία τόσον πολύπλοκος μόδα εἰμπορεῖ νά εἶνε τόσον ἁπλῆ. Ὁ κανών εἶνε ἡ ζακέττα κοντή καί ἡ ζώνη χαμηλά.: [1334, 738, 1574, 807]
thanks-sign: Ἡ Ἐπιτροπή: [973, 855, 1048, 870]
post-office-title: ΤΑΧΥΔΡΟΜΕΙΟΝ: [1128, 1084, 1264, 1103]
shipping-ad-pantaleon: [680, 1501, 1112, 1671]
free-market-row: [1128, 427, 1318, 443]
proclamation-title: ΠΡΟΚΗΡΥΞΙΣ: [909, 463, 1112, 495]
lead-paragraph: ΑΘΗΝΑΙ 8.— Ἐξ τῆς ἐνστάσεως Γιουγκοσλαβίας ἀναφέρεται ὅτι ἡ Ἑλληνική κυβέρνησις ἀπεδέχθη τό σχέδιον περί ἐλευθέρας ζώνης ἐν Θεσσαλονίκῃ.: [466, 239, 675, 343]
ladies-paragraph: Ἕνα ἔνδυμα κατασκευασμένον ἀπό μαῦρον σατέν μέ μικράς πλισσέ πτυχάς εἶνε τό πλέον κομψόν τῆς ἐποχῆς.: [1334, 892, 1574, 961]
free-market-row-label: Λ. Ἀγγλίας: [1130, 396, 1197, 410]
proclamation-date: Θεσσαλονίκῃ τῇ 7 Μαΐου 1923: [915, 673, 1105, 687]
serial-paragraph: Ὁ Ἔρρινγκ ἐσιώπησε. Ἡ Θέλμα τήν ἐπλησίασε καί τήν ἐφίλησε μέ ἀγάπην.: [284, 793, 444, 862]
notice-name: ΛΑΖΑΡΟΣ ΑΝΤΩΝΙΑΔΗΣ: [918, 1026, 1102, 1043]
commodity-row: [1128, 1040, 1318, 1056]
machinery-ad-line: Αἱ μικροῦ διαμετρήματος ἐκρήξαν αἱ μόναι ἐνδεδειγμέναι διά τήν Μακεδονίαν: [79, 1701, 395, 1731]
shipping-ad-subtitle: ΠΕΙΡΑΙΕΥΣ: [849, 1544, 943, 1564]
